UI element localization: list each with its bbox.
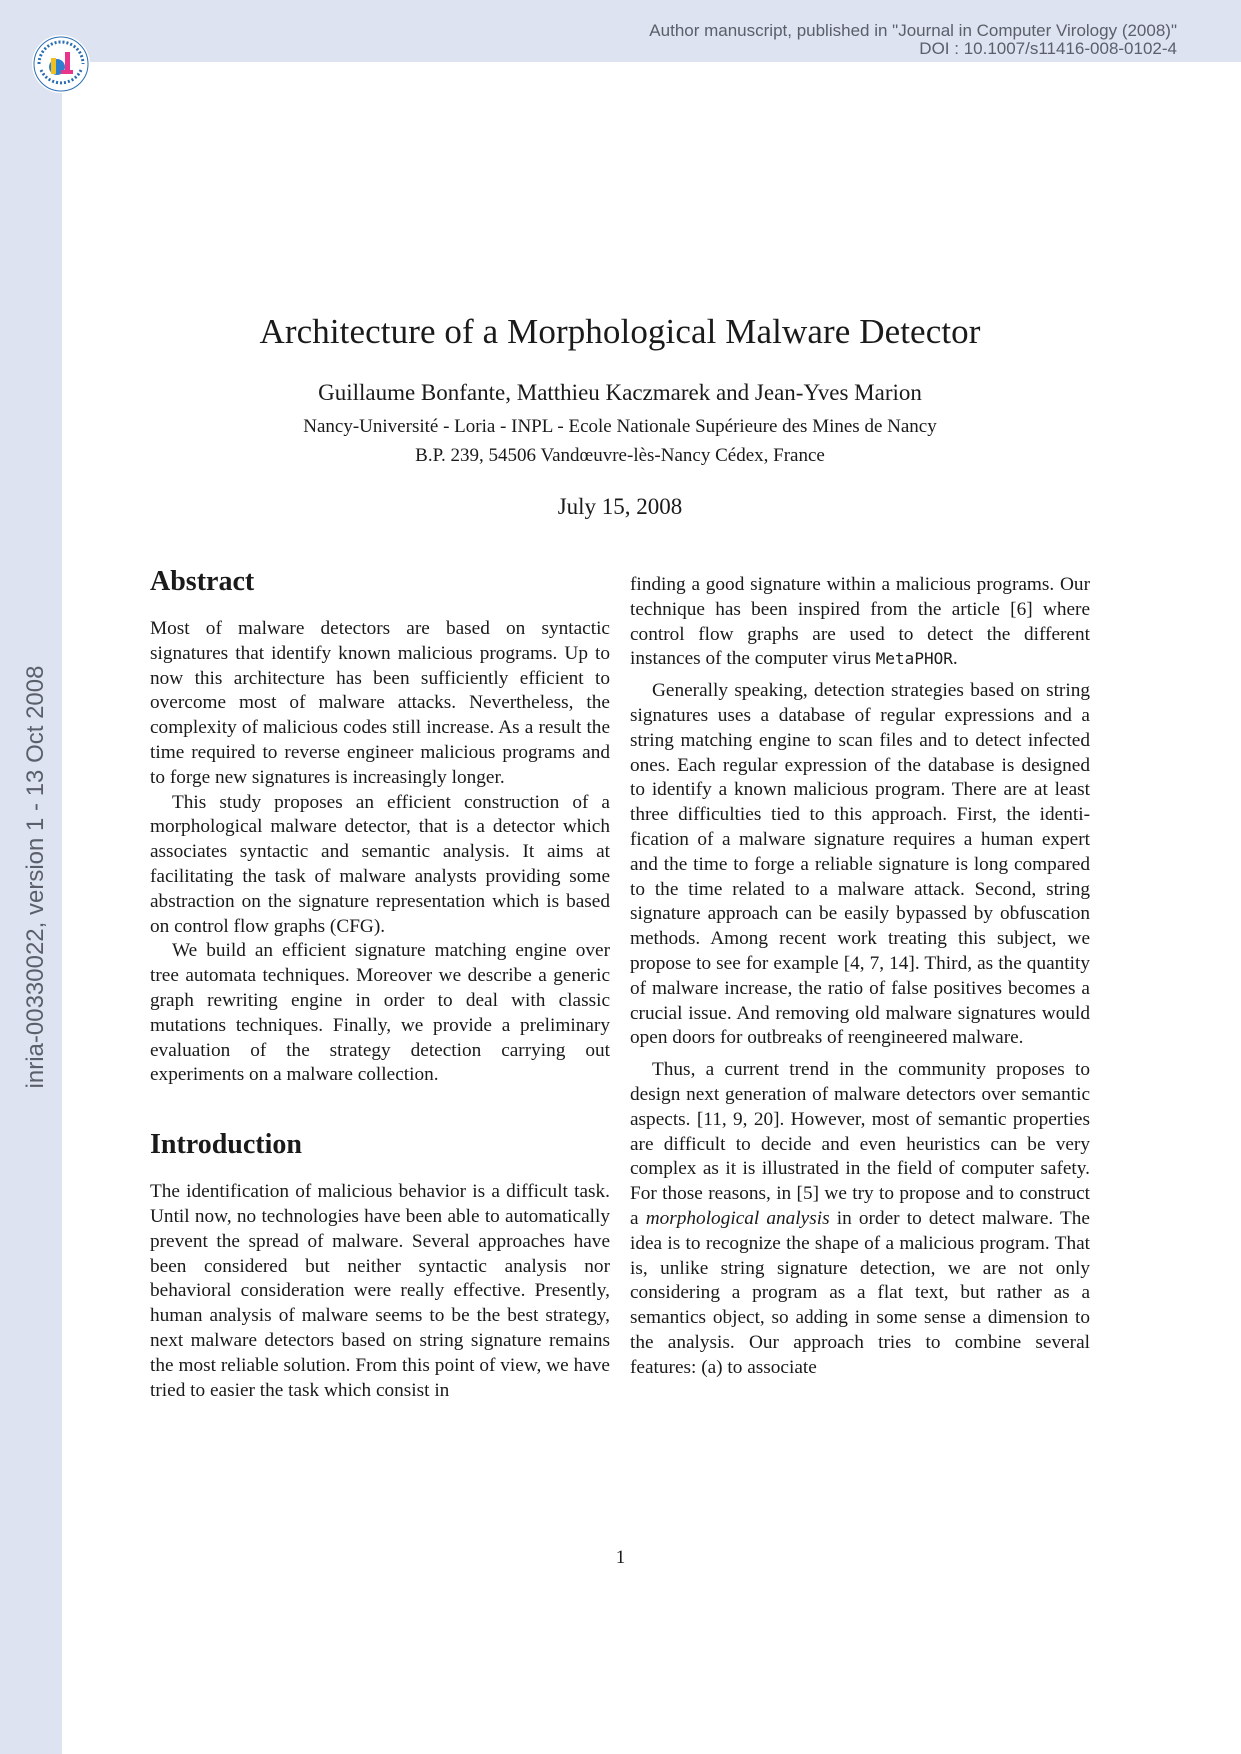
introduction-paragraph: The identification of malicious behavior is a difficult task. Until now, no technologies have been able to automatically prevent the spread of malware. Several approaches have been considered but neither syntactic analysis nor behavioral consideration were really effective. Presently, human analysis of malware seems to be the best strategy, next malware detectors based on string signature remains the most reliable solution. From this point of view, we have tried to easier the task which consist in	[150, 1181, 610, 1401]
address-line: B.P. 239, 54506 Vandœuvre-lès-Nancy Cédex, France	[415, 445, 825, 466]
virus-name: MetaPHOR	[875, 649, 953, 669]
body-paragraph: Generally speaking, detection strategies based on string signatures uses a database of regular expressions and a string matching engine to scan files and to detect infected ones. Each regular expression of the database is designed to identify a known malicious program. There are at least three difficulties tied to this approach. First, the identification of a malware signature requires a human expert and the time to forge a reliable signature is long compared to the time related to a malware attack. Second, string signature approach can be easily bypassed by obfuscation methods. Among recent work treating this subject, we propose to see for example [4, 7, 14]. Third, as the quantity of malware increase, the ratio of false positives becomes a crucial issue. And removing old malware signatures would open doors for outbreaks of reengineered malware.	[630, 680, 1090, 1049]
publication-note	[649, 22, 1177, 58]
page-number: 1	[615, 1547, 626, 1568]
body-text: finding a good signature within a malicious programs. Our technique has been inspired from the article [6] where control flow graphs are used to detect the different instances of the computer virus	[630, 574, 1090, 670]
publication-line: Author manuscript, published in "Journal in Computer Virology (2008)"	[649, 21, 1177, 40]
abstract-heading: Abstract	[150, 566, 255, 597]
body-paragraph: Thus, a current trend in the community proposes to design next generation of malware detectors over semantic aspects. [11, 9, 20]. However, most of semantic properties are difficult to decide and even heuristics can be very complex as it is illustrated in the field of computer safety. For those reasons, in [5] we try to propose and to construct a morphological analysis in order to detect malware. The idea is to recognize the shape of a malicious program. That is, unlike string signature detection, we are not only considering a program as a flat text, but rather as a semantics object, so adding in some sense a dimension to the analysis. Our approach tries to combine several features: (a) to associate	[630, 1059, 1090, 1378]
abstract-paragraph: Most of malware detectors are based on syntactic signatures that identify known malicious programs. Up to now this architecture has been sufficiently efficient to overcome most of malware attacks. Nevertheless, the complexity of malicious codes still increase. As a result the time required to reverse engineer malicious programs and to forge new signatures is increasingly longer.	[150, 618, 610, 788]
paper-title: Architecture of a Morphological Malware Detector	[259, 312, 981, 351]
body-paragraph: finding a good signature within a malicious programs. Our technique has been inspired from the article [6] where control flow graphs are used to detect the different instances of the computer virus MetaPHOR.	[630, 574, 1090, 670]
title-block	[150, 312, 1090, 520]
doi-line: DOI : 10.1007/s11416-008-0102-4	[919, 39, 1177, 58]
paper-authors: Guillaume Bonfante, Matthieu Kaczmarek and Jean-Yves Marion	[318, 380, 922, 405]
abstract-paragraph: We build an efficient signature matching engine over tree automata techniques. Moreover we describe a generic graph rewriting engine in order to deal with classic mutations techniques. Finally, we provide a preliminary evaluation of the strategy detection carrying out experiments on a malware collection.	[150, 940, 610, 1086]
affiliation	[150, 412, 1090, 470]
affiliation-line: Nancy-Université - Loria - INPL - Ecole Nationale Supérieure des Mines de Nancy	[303, 416, 937, 437]
archive-stamp: inria-00330022, version 1 - 13 Oct 2008	[22, 665, 49, 1089]
left-column	[150, 565, 610, 1403]
introduction-heading: Introduction	[150, 1129, 302, 1161]
right-column	[630, 573, 1090, 1381]
abstract-paragraph: This study proposes an efficient construction of a morphological malware detector, that is a detector which associates syntactic and semantic analysis. It aims at facilitating the task of malware analysts providing some abstraction on the signature representation which is based on control flow graphs (CFG).	[150, 791, 610, 937]
paper-date: July 15, 2008	[557, 494, 683, 519]
hal-logo-icon	[31, 34, 91, 94]
emphasis-term: morphological analysis	[645, 1207, 830, 1229]
